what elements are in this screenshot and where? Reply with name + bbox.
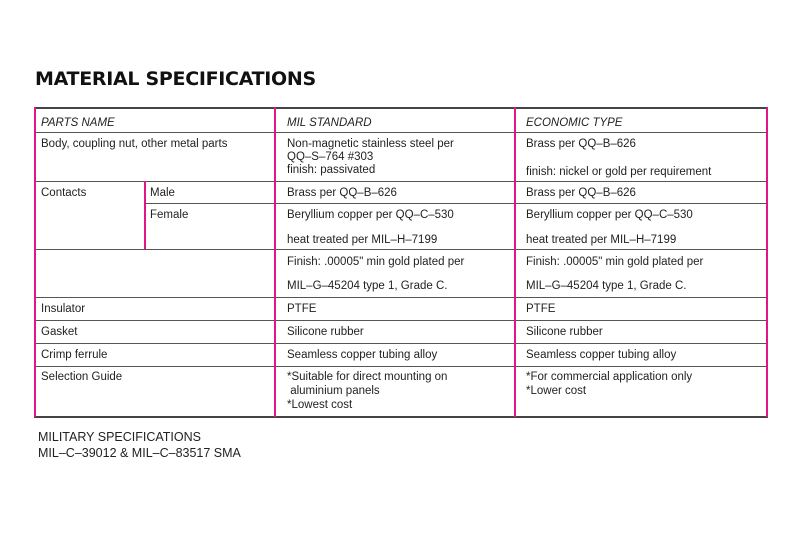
gasket-part-label: Gasket — [41, 326, 78, 338]
table-left-border — [34, 107, 36, 417]
body-part-label: Body, coupling nut, other metal parts — [41, 138, 228, 150]
selection-mil-line-3: *Lowest cost — [287, 399, 353, 411]
gasket-mil: Silicone rubber — [287, 326, 364, 338]
table-bottom-border — [34, 416, 768, 418]
insulator-row-divider — [34, 320, 768, 321]
contacts-female-eco-line-1: Beryllium copper per QQ–C–530 — [526, 209, 693, 221]
body-eco-line-2: finish: nickel or gold per requirement — [526, 166, 712, 178]
body-mil-line-2: QQ–S–764 #303 — [287, 151, 374, 163]
contacts-row-divider — [34, 249, 768, 250]
header-row-divider — [34, 132, 768, 133]
contacts-male-eco: Brass per QQ–B–626 — [526, 187, 636, 199]
body-mil-line-1: Non-magnetic stainless steel per — [287, 138, 454, 150]
table-top-border — [34, 107, 768, 109]
contacts-female-eco-line-2: heat treated per MIL–H–7199 — [526, 234, 677, 246]
footer-line-2: MIL–C–39012 & MIL–C–83517 SMA — [38, 446, 241, 460]
insulator-eco: PTFE — [526, 303, 556, 315]
table-right-border — [766, 107, 768, 417]
contacts-female-mil-line-2: heat treated per MIL–H–7199 — [287, 234, 438, 246]
finish-eco-line-1: Finish: .00005" min gold plated per — [526, 256, 704, 268]
selection-mil-line-1: *Suitable for direct mounting on — [287, 371, 448, 383]
contacts-female-label: Female — [150, 209, 189, 221]
military-specifications-note — [38, 429, 241, 461]
body-mil-line-3: finish: passivated — [287, 164, 376, 176]
material-spec-table — [34, 107, 768, 417]
header-mil-standard: MIL STANDARD — [287, 117, 372, 129]
contacts-male-label: Male — [150, 187, 175, 199]
male-row-divider — [144, 203, 768, 204]
selection-eco-line-2: *Lower cost — [526, 385, 587, 397]
finish-mil-line-2: MIL–G–45204 type 1, Grade C. — [287, 280, 448, 292]
crimp-row-divider — [34, 366, 768, 367]
header-economic-type: ECONOMIC TYPE — [526, 117, 623, 129]
crimp-mil: Seamless copper tubing alloy — [287, 349, 438, 361]
selection-mil-line-2: aluminium panels — [287, 385, 380, 397]
contacts-male-mil: Brass per QQ–B–626 — [287, 187, 397, 199]
crimp-eco: Seamless copper tubing alloy — [526, 349, 677, 361]
insulator-part-label: Insulator — [41, 303, 86, 315]
contacts-female-mil-line-1: Beryllium copper per QQ–C–530 — [287, 209, 454, 221]
finish-eco-line-2: MIL–G–45204 type 1, Grade C. — [526, 280, 687, 292]
contacts-subcolumn-divider — [144, 181, 146, 249]
body-eco-line-1: Brass per QQ–B–626 — [526, 138, 636, 150]
eco-column-divider — [514, 107, 516, 417]
contacts-part-label: Contacts — [41, 187, 87, 199]
gasket-row-divider — [34, 343, 768, 344]
insulator-mil: PTFE — [287, 303, 317, 315]
gasket-eco: Silicone rubber — [526, 326, 603, 338]
finish-mil-line-1: Finish: .00005" min gold plated per — [287, 256, 465, 268]
page-title: MATERIAL SPECIFICATIONS — [35, 68, 316, 90]
header-parts-name: PARTS NAME — [41, 117, 115, 129]
selection-eco-line-1: *For commercial application only — [526, 371, 693, 383]
footer-line-1: MILITARY SPECIFICATIONS — [38, 430, 201, 444]
crimp-part-label: Crimp ferrule — [41, 349, 108, 361]
finish-row-divider — [34, 297, 768, 298]
selection-part-label: Selection Guide — [41, 371, 123, 383]
mil-column-divider — [274, 107, 276, 417]
